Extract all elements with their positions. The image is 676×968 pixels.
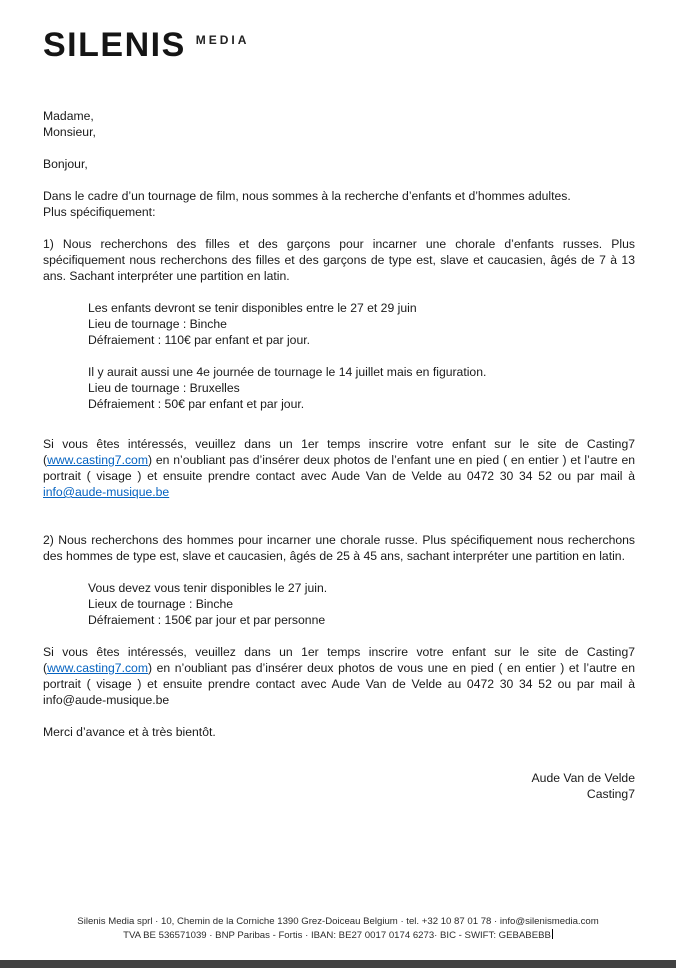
detail-line: Il y aurait aussi une 4e journée de tournage le 14 juillet mais en figuration. bbox=[88, 365, 487, 379]
casting7-link[interactable]: www.casting7.com bbox=[47, 453, 148, 467]
detail-line: Défraiement : 150€ par jour et par personne bbox=[88, 613, 326, 627]
salutation-line: Monsieur, bbox=[43, 125, 96, 139]
signature-name: Aude Van de Velde bbox=[531, 771, 635, 785]
contact-text: Si vous êtes intéressés, veuillez dans un 1er temps inscrire votre enfant sur le site de Casting7 ( bbox=[43, 645, 635, 675]
greeting-line: Bonjour, bbox=[43, 157, 88, 171]
signature-role: Casting7 bbox=[586, 787, 635, 801]
window-bottom-bar bbox=[0, 960, 676, 968]
contact-text: Si vous êtes intéressés, veuillez dans un 1er temps inscrire votre enfant sur le site de Casting7 ( bbox=[43, 437, 635, 467]
section1-details-block2 bbox=[43, 364, 635, 412]
detail-line: Vous devez vous tenir disponibles le 27 juin. bbox=[88, 581, 328, 595]
section2-details-block bbox=[43, 580, 635, 628]
contact-text: ) en n’oubliant pas d’insérer deux photos de vous une en pied ( en entier ) et l’autre en portrait ( visage ) et ensuite prendre contact avec Aude Van de Velde au 0472 30 34 52 ou par mail à info@aude-musique.be bbox=[43, 661, 635, 707]
intro-line: Plus spécifiquement: bbox=[43, 205, 156, 219]
detail-line: Lieu de tournage : Binche bbox=[88, 317, 227, 331]
section2-paragraph: 2) Nous recherchons des hommes pour incarner une chorale russe. Plus spécifiquement nous recherchons des hommes de type est, slave et caucasien, âgés de 25 à 45 ans, sachant interpréter une partition en latin. bbox=[43, 533, 635, 563]
closing-line: Merci d’avance et à très bientôt. bbox=[43, 725, 216, 739]
section1-paragraph: 1) Nous recherchons des filles et des garçons pour incarner une chorale d’enfants russes. Plus spécifiquement nous recherchons des filles et des garçons de type est, slave et caucasien, âgés de 7 à 13 ans. Sachant interpréter une partition en latin. bbox=[43, 237, 635, 283]
footer-line-1: Silenis Media sprl · 10, Chemin de la Corniche 1390 Grez-Doiceau Belgium · tel. +32 10 87 01 78 · info@silenismedia.com bbox=[77, 916, 599, 927]
casting7-link[interactable]: www.casting7.com bbox=[47, 661, 148, 675]
letter-footer bbox=[0, 915, 676, 942]
logo-sub-text: MEDIA bbox=[195, 33, 250, 47]
salutation-line: Madame, bbox=[43, 109, 94, 123]
section2-contact-paragraph bbox=[43, 644, 635, 708]
detail-line: Défraiement : 50€ par enfant et par jour. bbox=[88, 397, 305, 411]
letter-body bbox=[43, 108, 635, 802]
detail-line: Défraiement : 110€ par enfant et par jour. bbox=[88, 333, 310, 347]
detail-line: Lieux de tournage : Binche bbox=[88, 597, 234, 611]
footer-line-2 bbox=[0, 929, 676, 943]
signature-block bbox=[43, 770, 635, 802]
section1-contact-paragraph bbox=[43, 436, 635, 500]
company-logo bbox=[43, 28, 249, 62]
text-cursor bbox=[552, 929, 553, 939]
contact-text: ) en n’oubliant pas d’insérer deux photos de l’enfant une en pied ( en entier ) et l’autre en portrait ( visage ) et ensuite prendre contact avec Aude Van de Velde au 0472 30 34 52 ou par mail à bbox=[43, 453, 635, 483]
detail-line: Les enfants devront se tenir disponibles entre le 27 et 29 juin bbox=[88, 301, 417, 315]
detail-line: Lieu de tournage : Bruxelles bbox=[88, 381, 240, 395]
logo-brand-text: SILENIS bbox=[43, 26, 186, 64]
footer-line-2-text: TVA BE 536571039 · BNP Paribas - Fortis · IBAN: BE27 0017 0174 6273· BIC - SWIFT: GEBABEBB bbox=[123, 929, 551, 941]
intro-line: Dans le cadre d’un tournage de film, nous sommes à la recherche d’enfants et d’hommes adultes. bbox=[43, 189, 571, 203]
email-link[interactable]: info@aude-musique.be bbox=[43, 485, 170, 499]
section1-details-block1 bbox=[43, 300, 635, 348]
